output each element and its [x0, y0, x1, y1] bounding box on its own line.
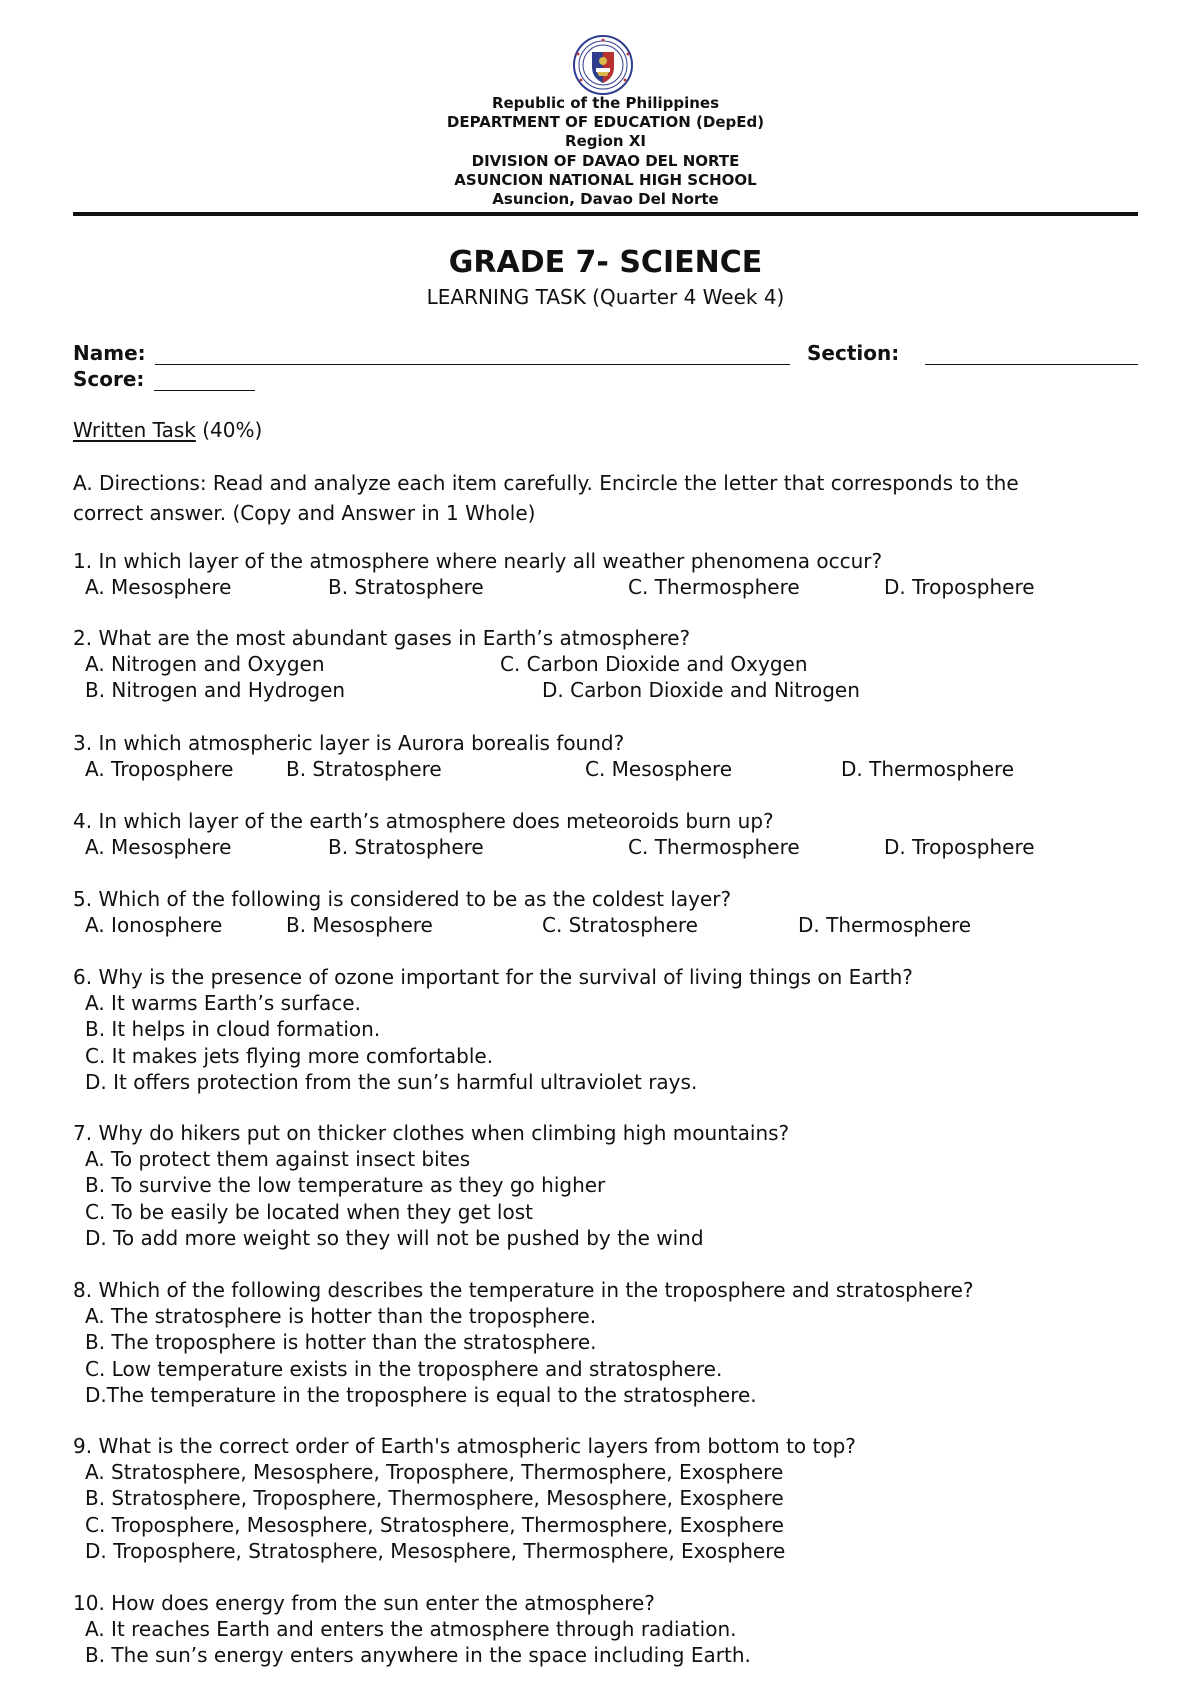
option-d[interactable]: D. Thermosphere	[798, 913, 972, 938]
question-8	[73, 1277, 1138, 1408]
question-7	[73, 1120, 1138, 1251]
question-stem: 6. Why is the presence of ozone important for the survival of living things on Earth?	[73, 965, 913, 989]
header-line-division: DIVISION OF DAVAO DEL NORTE	[471, 151, 740, 170]
page-title: GRADE 7- SCIENCE	[448, 245, 763, 280]
option-a[interactable]: A. Mesosphere	[85, 835, 232, 860]
question-stem: 10. How does energy from the sun enter the atmosphere?	[73, 1591, 655, 1615]
header-line-region: Region XI	[565, 132, 646, 151]
section-field[interactable]	[925, 364, 1138, 365]
option-d[interactable]: D. Troposphere	[884, 575, 1035, 600]
option-c[interactable]: C. Troposphere, Mesosphere, Stratosphere, Thermosphere, Exosphere	[85, 1512, 784, 1537]
question-stem: 9. What is the correct order of Earth's atmospheric layers from bottom to top?	[73, 1434, 856, 1458]
question-stem: 7. Why do hikers put on thicker clothes when climbing high mountains?	[73, 1121, 790, 1145]
question-4	[73, 808, 1138, 860]
option-b[interactable]: B. To survive the low temperature as they go higher	[85, 1173, 606, 1198]
question-stem: 3. In which atmospheric layer is Aurora borealis found?	[73, 731, 625, 755]
option-b[interactable]: B. The sun’s energy enters anywhere in the space including Earth.	[85, 1643, 751, 1668]
deped-seal-icon	[565, 34, 641, 96]
question-1	[73, 548, 1138, 600]
header-line-address: Asuncion, Davao Del Norte	[492, 190, 719, 209]
school-header	[73, 94, 1138, 209]
option-b[interactable]: B. Stratosphere	[328, 835, 484, 860]
option-a[interactable]: A. Nitrogen and Oxygen	[85, 652, 325, 677]
option-c[interactable]: C. Stratosphere	[542, 913, 698, 938]
option-d[interactable]: D. To add more weight so they will not be pushed by the wind	[85, 1225, 704, 1250]
option-a[interactable]: A. Mesosphere	[85, 575, 232, 600]
option-b[interactable]: B. The troposphere is hotter than the stratosphere.	[85, 1330, 597, 1355]
option-c[interactable]: C. Carbon Dioxide and Oxygen	[500, 652, 808, 677]
question-stem: 4. In which layer of the earth’s atmosphere does meteoroids burn up?	[73, 809, 774, 833]
option-c[interactable]: C. To be easily be located when they get lost	[85, 1199, 533, 1224]
header-divider	[73, 212, 1138, 216]
option-c[interactable]: C. Thermosphere	[628, 575, 800, 600]
option-b[interactable]: B. Stratosphere, Troposphere, Thermosphere, Mesosphere, Exosphere	[85, 1486, 784, 1511]
question-stem: 2. What are the most abundant gases in Earth’s atmosphere?	[73, 626, 691, 650]
score-label: Score:	[73, 367, 145, 391]
option-c[interactable]: C. It makes jets flying more comfortable.	[85, 1043, 494, 1068]
question-10	[73, 1590, 1138, 1669]
question-6	[73, 964, 1138, 1095]
header-line-school: ASUNCION NATIONAL HIGH SCHOOL	[454, 170, 757, 189]
header-line-department: DEPARTMENT OF EDUCATION (DepEd)	[446, 113, 765, 132]
option-c[interactable]: C. Thermosphere	[628, 835, 800, 860]
option-d[interactable]: D. Carbon Dioxide and Nitrogen	[542, 678, 860, 703]
header-line-republic: Republic of the Philippines	[491, 94, 720, 112]
directions-line-1: A. Directions: Read and analyze each item carefully. Encircle the letter that corresponds to the	[73, 471, 1019, 495]
option-d[interactable]: D. It offers protection from the sun’s harmful ultraviolet rays.	[85, 1069, 698, 1094]
option-a[interactable]: A. To protect them against insect bites	[85, 1147, 471, 1172]
section-heading-title: Written Task	[73, 418, 196, 442]
name-field[interactable]	[155, 364, 790, 365]
option-a[interactable]: A. Ionosphere	[85, 913, 223, 938]
option-row	[73, 574, 1138, 600]
option-row	[73, 756, 1138, 782]
option-d[interactable]: D. Troposphere, Stratosphere, Mesosphere, Thermosphere, Exosphere	[85, 1538, 786, 1563]
option-b[interactable]: B. It helps in cloud formation.	[85, 1017, 381, 1042]
option-b[interactable]: B. Nitrogen and Hydrogen	[85, 678, 346, 703]
score-field[interactable]	[154, 390, 255, 391]
option-row	[73, 651, 1138, 677]
directions	[73, 468, 1138, 528]
option-a[interactable]: A. It warms Earth’s surface.	[85, 991, 361, 1016]
option-a[interactable]: A. Troposphere	[85, 757, 234, 782]
option-row	[73, 912, 1138, 938]
question-9	[73, 1433, 1138, 1564]
option-b[interactable]: B. Mesosphere	[286, 913, 433, 938]
section-heading	[73, 417, 262, 443]
question-stem: 8. Which of the following describes the temperature in the troposphere and stratosphere?	[73, 1278, 974, 1302]
page-subtitle: LEARNING TASK (Quarter 4 Week 4)	[426, 285, 785, 309]
directions-line-2: correct answer. (Copy and Answer in 1 Whole)	[73, 501, 536, 525]
question-2	[73, 625, 1138, 704]
question-5	[73, 886, 1138, 938]
option-c[interactable]: C. Mesosphere	[585, 757, 733, 782]
option-b[interactable]: B. Stratosphere	[286, 757, 442, 782]
option-row	[73, 677, 1138, 703]
section-heading-weight: (40%)	[195, 418, 263, 442]
option-d[interactable]: D.The temperature in the troposphere is equal to the stratosphere.	[85, 1382, 757, 1407]
option-d[interactable]: D. Troposphere	[884, 835, 1035, 860]
option-c[interactable]: C. Low temperature exists in the troposphere and stratosphere.	[85, 1356, 723, 1381]
option-b[interactable]: B. Stratosphere	[328, 575, 484, 600]
option-d[interactable]: D. Thermosphere	[841, 757, 1015, 782]
option-row	[73, 834, 1138, 860]
option-a[interactable]: A. The stratosphere is hotter than the troposphere.	[85, 1304, 597, 1329]
name-label: Name:	[73, 341, 146, 365]
question-stem: 5. Which of the following is considered to be as the coldest layer?	[73, 887, 732, 911]
question-stem: 1. In which layer of the atmosphere where nearly all weather phenomena occur?	[73, 549, 883, 573]
option-a[interactable]: A. It reaches Earth and enters the atmosphere through radiation.	[85, 1617, 737, 1642]
question-3	[73, 730, 1138, 782]
section-label: Section:	[807, 341, 900, 365]
option-a[interactable]: A. Stratosphere, Mesosphere, Troposphere, Thermosphere, Exosphere	[85, 1460, 784, 1485]
